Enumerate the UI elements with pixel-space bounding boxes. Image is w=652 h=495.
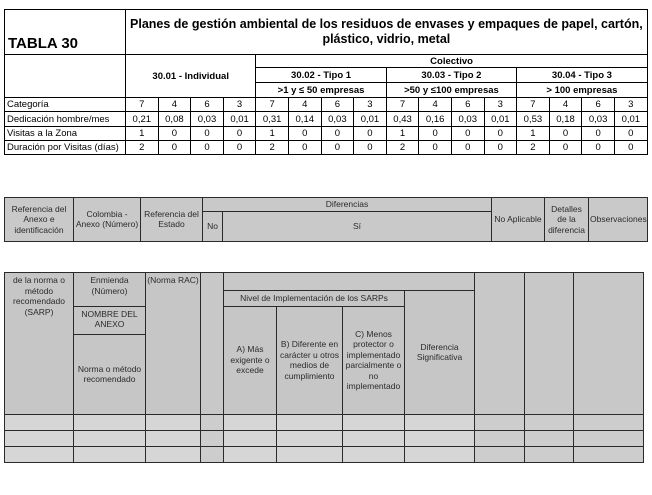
cell: 0 xyxy=(614,141,647,155)
empty-cell xyxy=(343,414,405,430)
cell: 4 xyxy=(158,98,191,112)
cell: 0,01 xyxy=(614,112,647,127)
table-row xyxy=(5,127,648,141)
tabla-30 xyxy=(4,9,648,155)
blank-cell xyxy=(574,273,644,415)
cell: 1 xyxy=(517,127,550,141)
cell: 0 xyxy=(321,141,354,155)
cell: 0 xyxy=(354,127,387,141)
col-norma-metodo: Norma o método recomendado xyxy=(74,334,146,414)
cell: 7 xyxy=(386,98,419,112)
table-row xyxy=(5,98,648,112)
empty-cell xyxy=(405,414,475,430)
sarp-implementation-table xyxy=(4,272,644,463)
empty-cell xyxy=(74,414,146,430)
empty-cell xyxy=(146,414,201,430)
table-row xyxy=(5,112,648,127)
cell: 0 xyxy=(582,127,615,141)
group-tipo2-code: 30.03 - Tipo 2 xyxy=(386,68,516,83)
cell: 0,18 xyxy=(549,112,582,127)
blank-header-cell xyxy=(5,55,126,98)
empty-cell xyxy=(201,430,224,446)
group-tipo2-range: >50 y ≤100 empresas xyxy=(386,83,516,98)
row-label: Dedicación hombre/mes xyxy=(5,112,126,127)
cell: 2 xyxy=(517,141,550,155)
empty-cell xyxy=(574,430,644,446)
cell: 0 xyxy=(484,127,517,141)
col-referencia-estado: Referencia del Estado xyxy=(141,198,203,242)
cell: 0 xyxy=(288,127,321,141)
col-si: Sí xyxy=(223,211,492,241)
cell: 0,31 xyxy=(256,112,289,127)
cell: 0 xyxy=(321,127,354,141)
cell: 0 xyxy=(191,141,224,155)
empty-cell xyxy=(343,446,405,462)
empty-cell xyxy=(146,430,201,446)
col-diferencia-significativa: Diferencia Significativa xyxy=(405,291,475,415)
cell: 0,01 xyxy=(223,112,256,127)
empty-cell xyxy=(574,446,644,462)
cell: 0 xyxy=(223,127,256,141)
cell: 4 xyxy=(549,98,582,112)
cell: 0 xyxy=(549,127,582,141)
cell: 0,01 xyxy=(354,112,387,127)
empty-cell xyxy=(224,414,277,430)
cell: 0 xyxy=(614,127,647,141)
col-no-aplicable: No Aplicable xyxy=(492,198,545,242)
table-row xyxy=(5,430,644,446)
empty-cell xyxy=(74,446,146,462)
cell: 0,01 xyxy=(484,112,517,127)
cell: 0,03 xyxy=(451,112,484,127)
cell: 0 xyxy=(484,141,517,155)
table-title: Planes de gestión ambiental de los residuos de envases y empaques de papel, cartón, plástico, vidrio, metal xyxy=(126,10,648,55)
empty-cell xyxy=(475,414,525,430)
empty-cell xyxy=(343,430,405,446)
col-enmienda: Enmienda (Número) xyxy=(74,273,146,307)
group-tipo1-range: >1 y ≤ 50 empresas xyxy=(256,83,386,98)
cell: 0 xyxy=(582,141,615,155)
empty-cell xyxy=(277,446,343,462)
empty-cell xyxy=(277,430,343,446)
col-nombre-anexo: NOMBRE DEL ANEXO xyxy=(74,306,146,334)
cell: 7 xyxy=(256,98,289,112)
table-label: TABLA 30 xyxy=(5,10,126,55)
empty-cell xyxy=(475,446,525,462)
empty-cell xyxy=(525,414,574,430)
col-observaciones: Observaciones xyxy=(589,198,648,242)
cell: 2 xyxy=(386,141,419,155)
col-detalles: Detalles de la diferencia xyxy=(545,198,589,242)
empty-cell xyxy=(405,430,475,446)
cell: 0 xyxy=(354,141,387,155)
cell: 0,21 xyxy=(126,112,159,127)
cell: 0 xyxy=(158,141,191,155)
col-option-a: A) Más exigente o excede xyxy=(224,306,277,414)
cell: 0 xyxy=(451,127,484,141)
table-row xyxy=(5,141,648,155)
cell: 0 xyxy=(451,141,484,155)
cell: 0,08 xyxy=(158,112,191,127)
group-tipo3-code: 30.04 - Tipo 3 xyxy=(517,68,648,83)
col-referencia-anexo: Referencia del Anexo e identificación xyxy=(5,198,74,242)
empty-cell xyxy=(201,414,224,430)
group-tipo1-code: 30.02 - Tipo 1 xyxy=(256,68,386,83)
empty-cell xyxy=(146,446,201,462)
empty-cell xyxy=(74,430,146,446)
cell: 0,03 xyxy=(321,112,354,127)
empty-cell xyxy=(405,446,475,462)
cell: 7 xyxy=(126,98,159,112)
empty-cell xyxy=(475,430,525,446)
cell: 7 xyxy=(517,98,550,112)
col-norma-rac: (Norma RAC) xyxy=(146,273,201,415)
cell: 3 xyxy=(614,98,647,112)
cell: 1 xyxy=(256,127,289,141)
row-label: Visitas a la Zona xyxy=(5,127,126,141)
cell: 3 xyxy=(354,98,387,112)
cell: 3 xyxy=(484,98,517,112)
group-tipo3-range: > 100 empresas xyxy=(517,83,648,98)
col-colombia-anexo: Colombia - Anexo (Número) xyxy=(74,198,141,242)
empty-cell xyxy=(224,430,277,446)
cell: 4 xyxy=(419,98,452,112)
empty-cell xyxy=(224,446,277,462)
table-row xyxy=(5,414,644,430)
cell: 6 xyxy=(451,98,484,112)
blank-cell xyxy=(224,273,475,291)
cell: 0 xyxy=(158,127,191,141)
cell: 4 xyxy=(288,98,321,112)
cell: 0,03 xyxy=(582,112,615,127)
cell: 0 xyxy=(419,141,452,155)
blank-cell xyxy=(525,273,574,415)
table-row xyxy=(5,446,644,462)
empty-cell xyxy=(5,414,74,430)
blank-cell xyxy=(201,273,224,415)
row-label: Duración por Visitas (días) xyxy=(5,141,126,155)
empty-cell xyxy=(5,430,74,446)
cell: 2 xyxy=(256,141,289,155)
cell: 1 xyxy=(126,127,159,141)
cell: 6 xyxy=(191,98,224,112)
cell: 3 xyxy=(223,98,256,112)
col-norma-sarp: de la norma o método recomendado (SARP) xyxy=(5,273,74,415)
blank-cell xyxy=(475,273,525,415)
cell: 0 xyxy=(191,127,224,141)
empty-cell xyxy=(525,430,574,446)
empty-cell xyxy=(525,446,574,462)
col-diferencias: Diferencias xyxy=(203,198,492,212)
empty-cell xyxy=(5,446,74,462)
empty-cell xyxy=(574,414,644,430)
cell: 0,16 xyxy=(419,112,452,127)
cell: 6 xyxy=(321,98,354,112)
cell: 2 xyxy=(126,141,159,155)
empty-cell xyxy=(277,414,343,430)
row-label: Categoría xyxy=(5,98,126,112)
cell: 0,03 xyxy=(191,112,224,127)
cell: 0,14 xyxy=(288,112,321,127)
colectivo-header: Colectivo xyxy=(256,55,647,68)
empty-cell xyxy=(201,446,224,462)
cell: 0,53 xyxy=(517,112,550,127)
col-option-b: B) Diferente en carácter u otros medios de cumplimiento xyxy=(277,306,343,414)
differences-header-table xyxy=(4,197,648,242)
col-option-c: C) Menos protector o implementado parcialmente o no implementado xyxy=(343,306,405,414)
col-nivel-implementacion: Nivel de Implementación de los SARPs xyxy=(224,291,405,307)
cell: 0 xyxy=(288,141,321,155)
col-no: No xyxy=(203,211,223,241)
cell: 0 xyxy=(419,127,452,141)
cell: 1 xyxy=(386,127,419,141)
cell: 0 xyxy=(223,141,256,155)
cell: 6 xyxy=(582,98,615,112)
cell: 0,43 xyxy=(386,112,419,127)
individual-header: 30.01 - Individual xyxy=(126,55,256,98)
cell: 0 xyxy=(549,141,582,155)
